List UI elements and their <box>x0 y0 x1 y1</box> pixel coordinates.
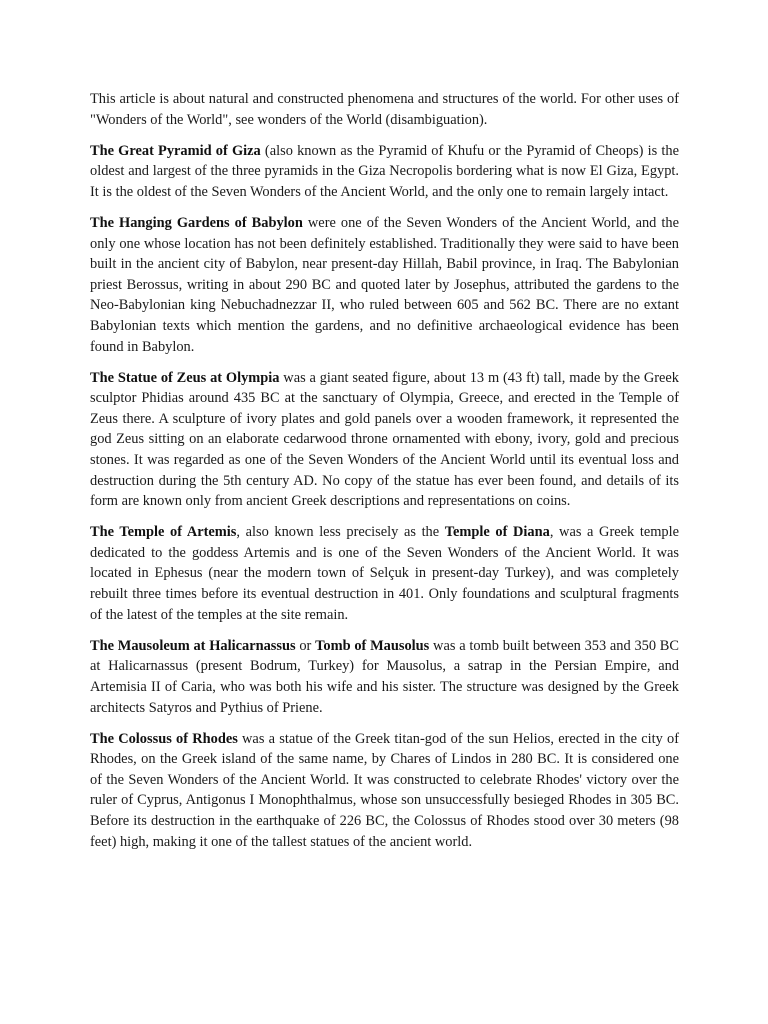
paragraph-text: , also known less precisely as the <box>236 524 445 541</box>
paragraph-temple-of-artemis <box>90 522 679 625</box>
paragraph-text: was a statue of the Greek titan-god of the sun Helios, erected in the city of Rhodes, on the Greek island of the same name, by Chares of Lindos in 280 BC. It is considered one of the Seven Wonders of the Ancient World. It was constructed to celebrate Rhodes' victory over the ruler of Cyprus, Antigonus I Monophthalmus, whose son unsuccessfully besieged Rhodes in 305 BC. Before its destruction in the earthquake of 226 BC, the Colossus of Rhodes stood over 30 meters (98 feet) high, making it one of the tallest statues of the ancient world. <box>90 730 679 850</box>
paragraph-colossus-of-rhodes <box>90 729 679 853</box>
paragraph-text-secondary: , was a Greek temple dedicated to the goddess Artemis and is one of the Seven Wonders of the Ancient World. It was located in Ephesus (near the modern town of Selçuk in present-day Turkey), and was completely rebuilt three times before its eventual destruction in 401. Only foundations and sculptural fragments of the latest of the temples at the site remain. <box>90 524 679 623</box>
paragraph-title: The Temple of Artemis <box>90 524 237 541</box>
paragraph-title-secondary: Temple of Diana <box>444 524 550 541</box>
paragraph-title: The Hanging Gardens of Babylon <box>90 214 303 231</box>
paragraph-great-pyramid <box>90 141 679 203</box>
paragraph-text: were one of the Seven Wonders of the Ancient World, and the only one whose location has not been definitely established. Traditionally they were said to have been built in the ancient city of Babylon, near present-day Hillah, Babil province, in Iraq. The Babylonian priest Berossus, writing in about 290 BC and quoted later by Josephus, attributed the gardens to the Neo-Babylonian king Nebuchadnezzar II, who ruled between 605 and 562 BC. There are no extant Babylonian texts which mention the gardens, and no definitive archaeological evidence has been found in Babylon. <box>90 214 679 355</box>
paragraph-title-secondary: Tomb of Mausolus <box>315 637 430 654</box>
document-page <box>90 89 679 863</box>
paragraph-title: The Great Pyramid of Giza <box>90 142 261 159</box>
paragraph-text: (also known as the Pyramid of Khufu or the Pyramid of Cheops) is the oldest and largest of the three pyramids in the Giza Necropolis bordering what is now El Giza, Egypt. It is the oldest of the Seven Wonders of the Ancient World, and the only one to remain largely intact. <box>90 142 679 200</box>
paragraph-text: was a giant seated figure, about 13 m (43 ft) tall, made by the Greek sculptor Phidias around 435 BC at the sanctuary of Olympia, Greece, and erected in the Temple of Zeus there. A sculpture of ivory plates and gold panels over a wooden framework, it represented the god Zeus sitting on an elaborate cedarwood throne ornamented with ebony, ivory, gold and precious stones. It was regarded as one of the Seven Wonders of the Ancient World until its eventual loss and destruction during the 5th century AD. No copy of the statue has ever been found, and details of its form are known only from ancient Greek descriptions and representations on coins. <box>90 369 679 510</box>
paragraph-hanging-gardens <box>90 213 679 357</box>
paragraph-text: or <box>295 637 316 654</box>
paragraph-title: The Statue of Zeus at Olympia <box>90 369 280 386</box>
paragraph-title: The Colossus of Rhodes <box>90 730 238 747</box>
paragraph-text-secondary: was a tomb built between 353 and 350 BC at Halicarnassus (present Bodrum, Turkey) for Mausolus, a satrap in the Persian Empire, and Artemisia II of Caria, who was both his wife and his sister. The structure was designed by the Greek architects Satyros and Pythius of Priene. <box>90 637 680 716</box>
paragraph-title: The Mausoleum at Halicarnassus <box>90 637 296 654</box>
paragraph-statue-of-zeus <box>90 368 679 512</box>
paragraph-mausoleum <box>90 636 679 718</box>
intro-paragraph: This article is about natural and constructed phenomena and structures of the world. For other uses of "Wonders of the World", see wonders of the World (disambiguation). <box>90 91 679 128</box>
